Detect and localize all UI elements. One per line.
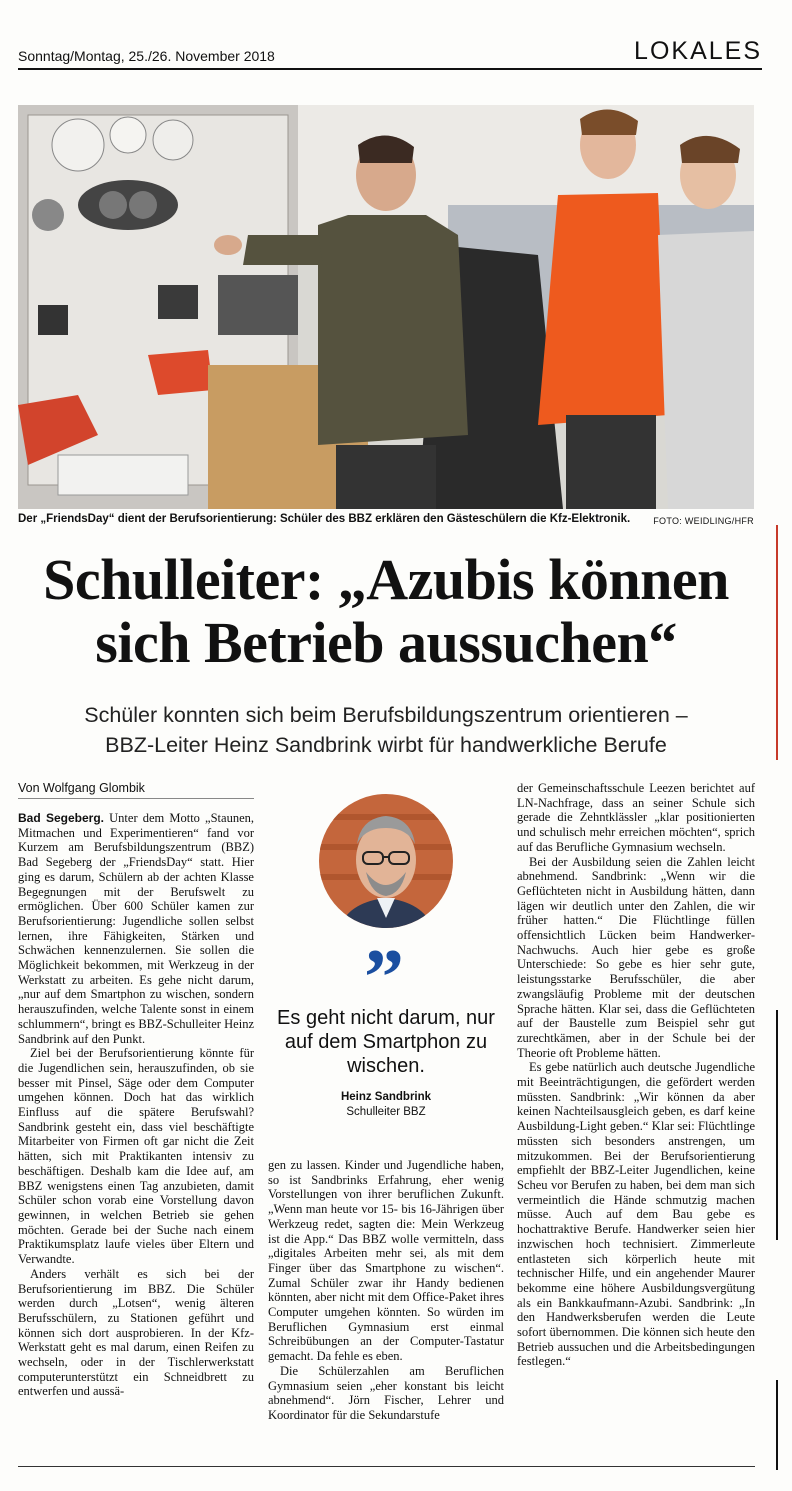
article-subheadline: [0, 700, 772, 760]
sidebar-accent-line: [776, 525, 778, 760]
portrait-illustration: [319, 794, 453, 928]
pull-quote-role: Schulleiter BBZ: [346, 1106, 426, 1118]
workshop-photo-illustration: [18, 105, 754, 509]
article-paragraph: Es gebe natürlich auch deutsche Jugendliche mit Beeinträchtigungen, die gefördert werden müssten. Sandbrink: „Wir können da aber keinen Nachteilsausgleich geben, es darf keine Ausbildung-Light geben.“ Klar sei: Flüchtlinge müssten sich besonders anstrengen, um mitzukommen. Bei der Berufsorientierung empfiehlt der BBZ-Leiter Jugendlichen, keine Scheu vor Berufen zu haben, bei dem man sich vermeintlich die Hände schmutzig machen müsse. Auch auf dem Bau gebe es hochattraktive Berufe. Handwerker seien hier inzwischen hoch technisiert. Zimmerleute entlasteten sich körperlich heute mit technischer Hilfe, und ein angehender Maurer bekomme eine höhere Ausbildungsvergütung als ein Bankkaufmann-Azubi. Sandbrink: „In den Handwerksberufen werden die Leute sofort übernommen. Die können sich heute den Betrieb aussuchen und die Arbeitsbedingungen festlegen.“: [517, 1060, 755, 1369]
issue-date: Sonntag/Montag, 25./26. November 2018: [18, 48, 275, 64]
sidebar-divider-line: [776, 1380, 778, 1470]
quotation-mark-icon: ”: [364, 934, 404, 1022]
author-byline: Von Wolfgang Glombik: [18, 781, 254, 799]
article-headline: [0, 548, 772, 674]
article-paragraph: Die Schülerzahlen am Beruflichen Gymnasium seien „eher konstant bis leicht abnehmend“. Jörn Fischer, Lehrer und Koordinator für die Sekundarstufe: [268, 1363, 504, 1422]
headline-line-1: Schulleiter: „Azubis können: [43, 547, 729, 612]
dateline: Bad Segeberg.: [18, 811, 105, 825]
article-paragraph: Bei der Ausbildung seien die Zahlen leicht abnehmend. Sandbrink: „Wenn wir die Geflüchteten nicht in Ausbildung hätten, dann lägen wir deutlich unter den Zahlen, die wir früher hatten.“ Die Flüchtlinge füllen offensichtlich Lücken beim Handwerker-Nachwuchs. Auch hier gebe es große Unterschiede: So gebe es hier sehr gute, leistungsstarke Berufsschüler, die aber zwangsläufig Probleme mit der deutschen Sprache hätten. Klar sei, dass die Geflüchteten auf der Baustelle zum Beispiel sehr gut zurechtkämen, aber in der Schule bei der Theorie oft Probleme hätten.: [517, 854, 755, 1060]
article-column-2: [268, 1158, 504, 1423]
article-paragraph: Ziel bei der Berufsorientierung könnte für die Jugendlichen sein, herauszufinden, ob sie besser mit Pinsel, Säge oder dem Computer umgehen können. Doch hat das wirklich Einfluss auf die spätere Berufswahl? Sandbrink gesteht ein, dass viel beschäftigte Mitarbeiter von Firmen oft gar nicht die Zeit hätten, sich mit Praktikanten intensiv zu beschäftigen. Deshalb kam die Idee auf, am BBZ wenigstens einen Tag anzubieten, damit Schüler schon vorab eine Vorstellung davon gewinnen, in welchen Betrieb sie gehen möchten. Gerade bei der Suche nach einem Praktikumsplatz laufe vieles über Eltern und Verwandte.: [18, 1046, 254, 1267]
sidebar-divider-line: [776, 1010, 778, 1240]
article-paragraph: [18, 811, 254, 1046]
pull-quote-name: Heinz Sandbrink: [340, 1091, 432, 1103]
article-column-1: [18, 811, 254, 1399]
photo-caption: [18, 513, 754, 525]
page-header: [18, 38, 762, 70]
author-portrait: [319, 794, 453, 928]
article-paragraph: Anders verhält es sich bei der Berufsorientierung im BBZ. Die Schüler werden durch „Lotsen“, wenig älteren Berufsschülern, zu Stationen geführt und können sich dort ausprobieren. In der Kfz-Werkstatt geht es mal darum, einen Reifen zu wechseln, oder in der Tischlerwerkstatt computerunterstützt ein Schneidbrett zu entwerfen und aussä-: [18, 1266, 254, 1399]
subhead-line-2: BBZ-Leiter Heinz Sandbrink wirbt für handwerkliche Berufe: [105, 733, 667, 757]
caption-text: Der „FriendsDay“ dient der Berufsorientierung: Schüler des BBZ erklären den Gästeschülern die Kfz-Elektronik.: [18, 513, 631, 525]
headline-line-2: sich Betrieb aussuchen“: [95, 610, 677, 675]
article-paragraph: der Gemeinschaftsschule Leezen berichtet auf LN-Nachfrage, dass an seiner Schule sich gerade die Zehntklässler „klar positionierten und schulisch mehr erreichen möchten“, sprich auf das Berufliche Gymnasium wechseln.: [517, 781, 755, 854]
photo-credit: FOTO: WEIDLING/HFR: [653, 516, 754, 526]
bottom-rule: [18, 1466, 755, 1467]
paragraph-text: Unter dem Motto „Staunen, Mitmachen und Experimentieren“ fand vor Kurzem am Berufsbildungszentrum (BBZ) Bad Segeberg der „FriendsDay“ statt. Hier ging es darum, Schülern ab der achten Klasse Begegnungen mit der Berufswelt zu ermöglichen. Über 600 Schüler kamen zur Berufsorientierung: Jugendliche sollen selbst lernen, ihre Fähigkeiten, Stärken und Schwächen kennenzulernen. Sie sollen die Möglichkeit bekommen, mit Werkzeug in der Werkstatt zu arbeiten. Es gehe nicht darum, „nur auf dem Smartphon zu wischen, sondern herauszufinden, welche Talente sonst in einem schlummern“, bringt es BBZ-Schulleiter Heinz Sandbrink auf den Punkt.: [18, 811, 254, 1046]
section-title: LOKALES: [634, 37, 762, 65]
article-column-3: [517, 781, 755, 1369]
article-paragraph: gen zu lassen. Kinder und Jugendliche haben, so ist Sandbrinks Erfahrung, eher wenig Vorstellungen von ihrer beruflichen Zukunft. „Wenn man heute vor 15- bis 16-Jährigen über Werkzeug redet, sagten die: Mein Werkzeug ist die App.“ Das BBZ wolle vermitteln, dass „digitales Arbeiten mehr sei, als mit dem Finger über das Smartphone zu wischen“. Zumal Schüler zwar ihr Handy bedienen könnten, aber nicht mit dem Office-Paket ihres Computer umgehen könnten. So würden im Beruflichen Gymnasium erst einmal Schreibübungen an der Computer-Tastatur gemacht. Da fehle es eben.: [268, 1158, 504, 1364]
subhead-line-1: Schüler konnten sich beim Berufsbildungszentrum orientieren –: [84, 703, 688, 727]
article-photo: [18, 105, 754, 509]
pull-quote-text: Es geht nicht darum, nur auf dem Smartphon zu wischen.: [277, 1007, 495, 1077]
